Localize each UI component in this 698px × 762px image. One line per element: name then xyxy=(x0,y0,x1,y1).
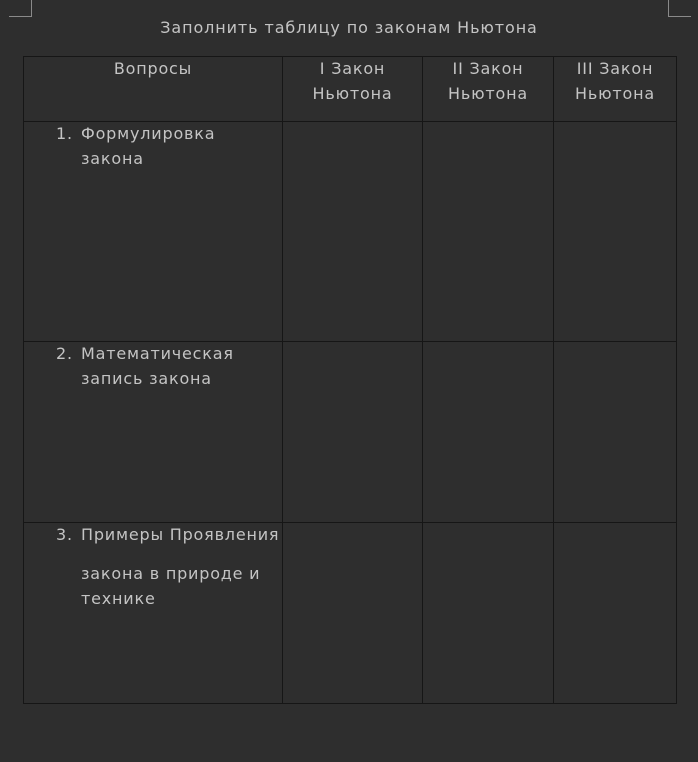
answer-cell-law3-formulation[interactable] xyxy=(554,122,677,342)
table-header-row xyxy=(24,57,677,122)
answer-cell-law1-formulation[interactable] xyxy=(283,122,423,342)
answer-cell-law3-examples[interactable] xyxy=(554,523,677,704)
question-text xyxy=(81,121,281,171)
header-third-law-line2: Ньютона xyxy=(575,84,655,103)
question-text-line: Примеры Проявления xyxy=(81,525,280,544)
question-text xyxy=(81,522,281,611)
table-row xyxy=(24,342,677,523)
document-title: Заполнить таблицу по законам Ньютона xyxy=(160,18,538,37)
header-first-law-line1: I Закон xyxy=(319,59,386,78)
header-second-law-line1: II Закон xyxy=(452,59,524,78)
question-cell-math-notation xyxy=(24,342,283,523)
header-first-law-line2: Ньютона xyxy=(312,84,393,103)
question-number: 2. xyxy=(56,344,73,363)
question-text-line: закона в природе и xyxy=(81,564,261,583)
question-text-line: Формулировка xyxy=(81,124,216,143)
header-third-law xyxy=(554,57,677,122)
newton-laws-table xyxy=(23,56,677,704)
question-text-line: запись закона xyxy=(81,369,212,388)
answer-cell-law1-math[interactable] xyxy=(283,342,423,523)
page-corner-mark-left xyxy=(9,0,32,17)
answer-cell-law2-math[interactable] xyxy=(423,342,554,523)
question-text-line: Математическая xyxy=(81,344,234,363)
answer-cell-law3-math[interactable] xyxy=(554,342,677,523)
answer-cell-law2-formulation[interactable] xyxy=(423,122,554,342)
question-text-line: технике xyxy=(81,589,156,608)
answer-cell-law2-examples[interactable] xyxy=(423,523,554,704)
header-first-law xyxy=(283,57,423,122)
question-number: 1. xyxy=(56,124,73,143)
table-row xyxy=(24,523,677,704)
header-questions xyxy=(24,57,283,122)
page-corner-mark-right xyxy=(668,0,691,17)
header-questions-label: Вопросы xyxy=(113,59,193,78)
question-cell-examples xyxy=(24,523,283,704)
answer-cell-law1-examples[interactable] xyxy=(283,523,423,704)
header-second-law xyxy=(423,57,554,122)
question-text-line: закона xyxy=(81,149,144,168)
header-third-law-line1: III Закон xyxy=(576,59,654,78)
header-second-law-line2: Ньютона xyxy=(448,84,528,103)
question-text xyxy=(81,341,281,391)
question-cell-formulation xyxy=(24,122,283,342)
table-row xyxy=(24,122,677,342)
question-number: 3. xyxy=(56,525,73,544)
